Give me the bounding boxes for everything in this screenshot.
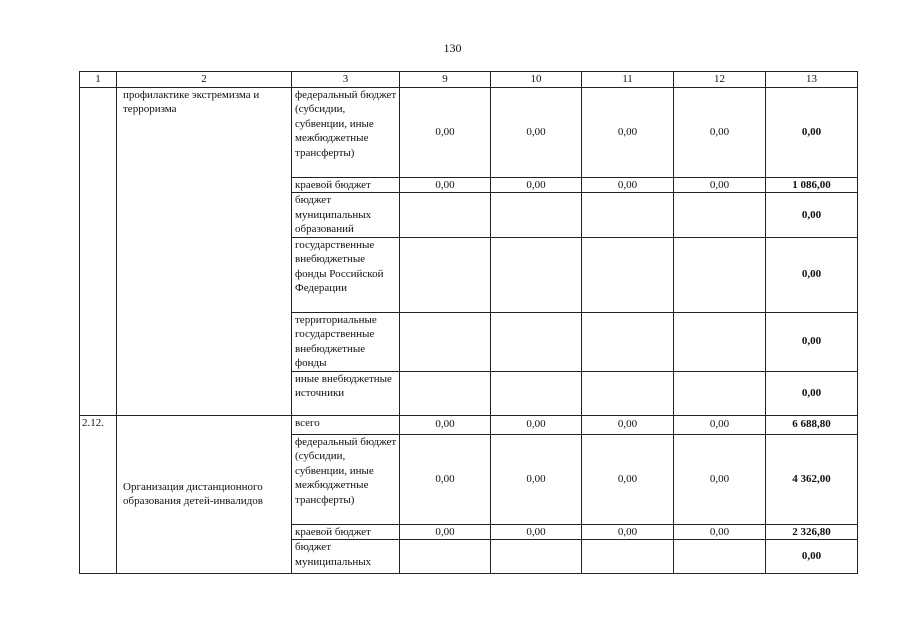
row-number-cell [80,87,117,415]
value-col-10: 0,00 [491,87,582,177]
value-col-13: 0,00 [766,371,858,415]
funding-source-cell: территориальные государственные внебюджетные фонды [292,312,400,371]
value-col-10 [491,312,582,371]
value-col-11: 0,00 [582,87,674,177]
value-col-10: 0,00 [491,434,582,524]
value-col-11 [582,193,674,238]
value-col-9: 0,00 [400,87,491,177]
value-col-9 [400,237,491,312]
header-col-11: 11 [582,72,674,88]
funding-source-cell: краевой бюджет [292,177,400,193]
value-col-10: 0,00 [491,177,582,193]
value-col-11 [582,237,674,312]
header-col-1: 1 [80,72,117,88]
funding-source-cell: бюджет муниципальных [292,540,400,574]
value-col-12 [674,371,766,415]
value-col-9 [400,371,491,415]
value-col-11: 0,00 [582,524,674,540]
funding-source-cell: всего [292,415,400,434]
funding-source-cell: государственные внебюджетные фонды Российской Федерации [292,237,400,312]
header-col-3: 3 [292,72,400,88]
header-col-12: 12 [674,72,766,88]
value-col-12 [674,540,766,574]
funding-source-cell: федеральный бюджет (субсидии, субвенции, иные межбюджетные трансферты) [292,434,400,524]
header-col-9: 9 [400,72,491,88]
value-col-9: 0,00 [400,434,491,524]
header-col-13: 13 [766,72,858,88]
value-col-10 [491,193,582,238]
value-col-12: 0,00 [674,434,766,524]
header-col-10: 10 [491,72,582,88]
event-name-cell: Организация дистанционного образования детей-инвалидов [117,415,292,574]
value-col-13: 0,00 [766,87,858,177]
value-col-13: 0,00 [766,312,858,371]
value-col-9: 0,00 [400,415,491,434]
value-col-11 [582,371,674,415]
value-col-9: 0,00 [400,524,491,540]
value-col-13: 0,00 [766,237,858,312]
value-col-12 [674,312,766,371]
event-name-cell: профилактике экстремизма и терроризма [117,87,292,415]
value-col-10: 0,00 [491,524,582,540]
funding-source-cell: иные внебюджетные источники [292,371,400,415]
table-row [80,87,858,177]
funding-source-cell: бюджет муниципальных образований [292,193,400,238]
value-col-11: 0,00 [582,434,674,524]
row-number-cell: 2.12. [80,415,117,574]
page-number: 130 [443,41,462,55]
value-col-9 [400,540,491,574]
value-col-10 [491,371,582,415]
value-col-11: 0,00 [582,415,674,434]
value-col-13: 4 362,00 [766,434,858,524]
value-col-12: 0,00 [674,415,766,434]
value-col-12 [674,237,766,312]
value-col-10: 0,00 [491,415,582,434]
table-row [80,415,858,434]
value-col-9: 0,00 [400,177,491,193]
header-row [80,72,858,88]
funding-source-cell: федеральный бюджет (субсидии, субвенции, иные межбюджетные трансферты) [292,87,400,177]
value-col-12: 0,00 [674,524,766,540]
value-col-13: 0,00 [766,540,858,574]
value-col-11 [582,540,674,574]
value-col-12 [674,193,766,238]
funding-source-cell: краевой бюджет [292,524,400,540]
value-col-13: 2 326,80 [766,524,858,540]
value-col-12: 0,00 [674,177,766,193]
value-col-11 [582,312,674,371]
value-col-13: 6 688,80 [766,415,858,434]
value-col-10 [491,237,582,312]
value-col-13: 1 086,00 [766,177,858,193]
value-col-13: 0,00 [766,193,858,238]
value-col-9 [400,312,491,371]
value-col-9 [400,193,491,238]
value-col-11: 0,00 [582,177,674,193]
budget-table [79,71,858,574]
value-col-12: 0,00 [674,87,766,177]
value-col-10 [491,540,582,574]
header-col-2: 2 [117,72,292,88]
